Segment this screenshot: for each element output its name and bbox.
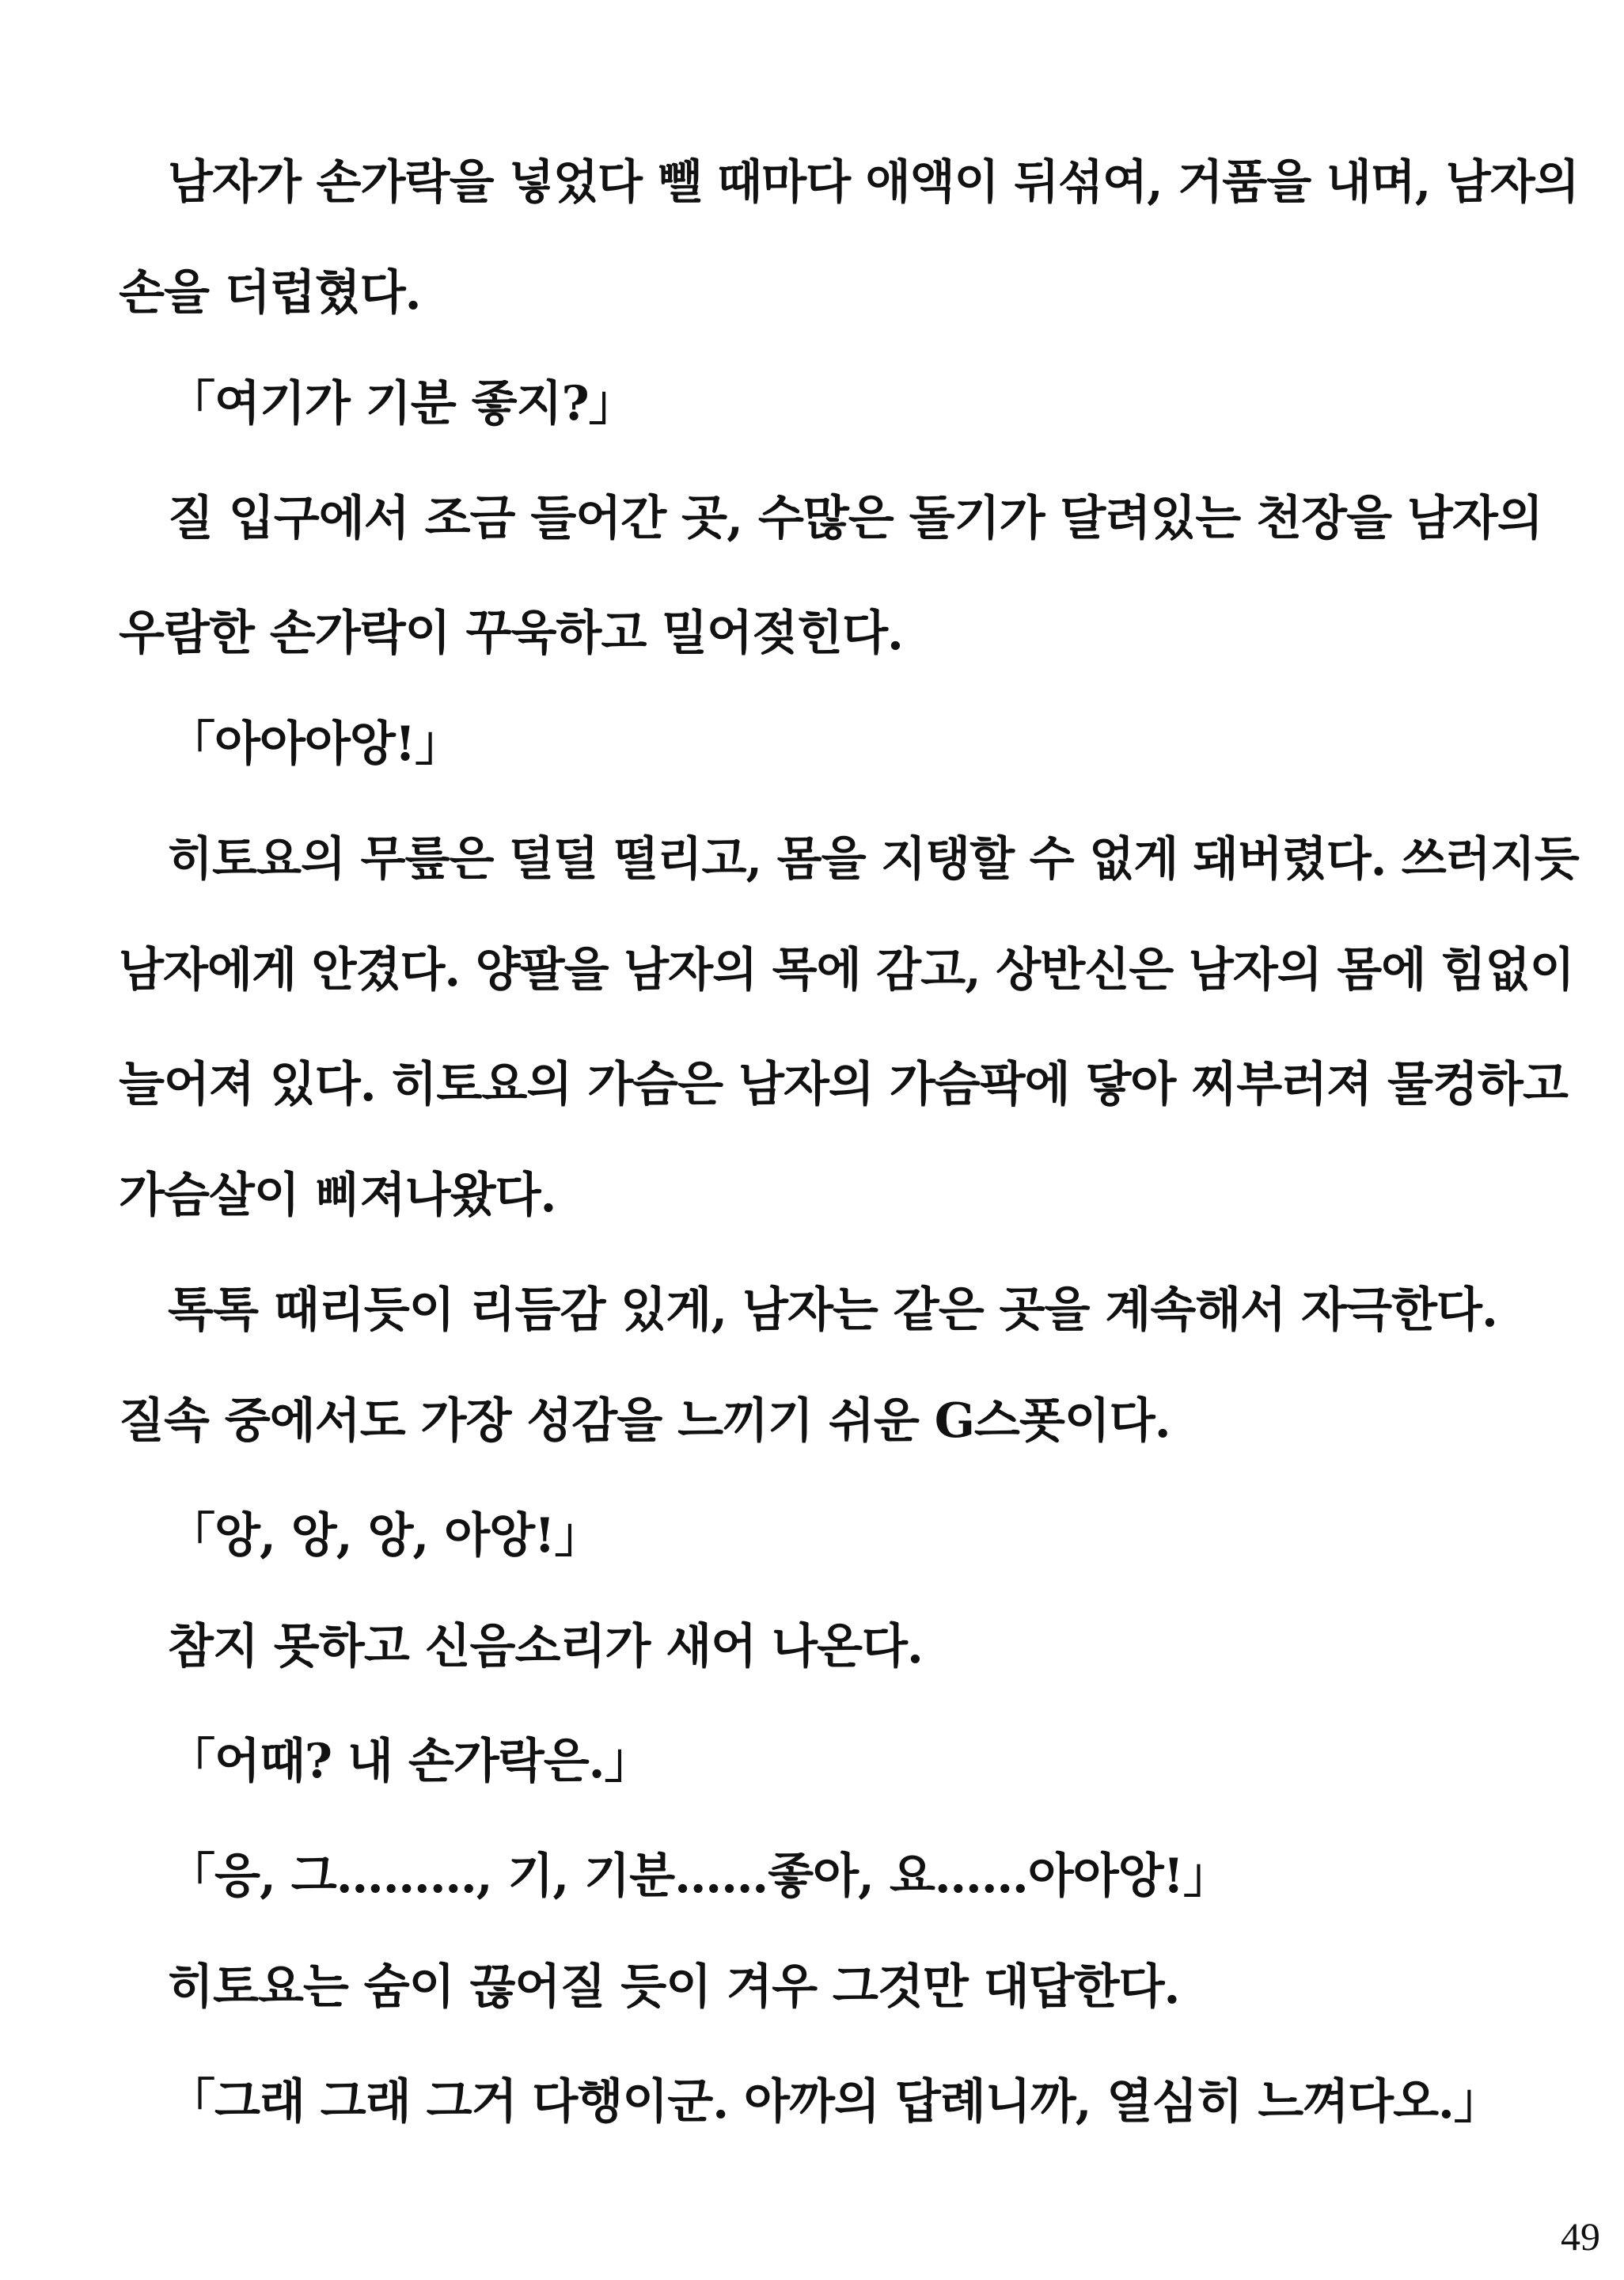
text-line: 참지 못하고 신음소리가 새어 나온다. [168,1619,923,1674]
dialogue-line: 「응, 그………, 기, 기분……좋아, 요……아아앙!」 [168,1849,1231,1904]
text-line: 늘어져 있다. 히토요의 가슴은 남자의 가슴팍에 닿아 찌부러져 물컹하고 [119,1057,1568,1112]
text-line: 남자에게 안겼다. 양팔을 남자의 목에 감고, 상반신은 남자의 몸에 힘없이 [119,942,1574,997]
text-line: 가슴살이 삐져나왔다. [119,1168,556,1223]
text-line: 톡톡 때리듯이 리듬감 있게, 남자는 같은 곳을 계속해서 자극한다. [168,1282,1497,1338]
dialogue-line: 「아아아앙!」 [168,716,462,772]
text-line: 질 입구에서 조금 들어간 곳, 수많은 돌기가 달려있는 천장을 남자의 [168,491,1542,546]
text-line: 질속 중에서도 가장 성감을 느끼기 쉬운 G스폿이다. [119,1393,1171,1449]
text-line: 히토요는 숨이 끊어질 듯이 겨우 그것만 대답한다. [168,1959,1180,2015]
text-line: 우람한 손가락이 꾸욱하고 밀어젖힌다. [119,606,903,661]
dialogue-line: 「여기가 기분 좋지?」 [168,376,636,431]
dialogue-line: 「어때? 내 손가락은.」 [168,1734,651,1789]
dialogue-line: 「앙, 앙, 앙, 아앙!」 [168,1508,601,1564]
text-line: 남자가 손가락을 넣었다 뺄 때마다 애액이 뒤섞여, 거품을 내며, 남자의 [168,154,1579,209]
dialogue-line: 「그래 그래 그거 다행이군. 아까의 답례니까, 열심히 느껴다오.」 [168,2074,1501,2130]
text-line: 히토요의 무릎은 덜덜 떨리고, 몸을 지탱할 수 없게 돼버렸다. 쓰러지듯 [168,831,1579,886]
page-number: 49 [1561,2214,1600,2259]
text-line: 손을 더럽혔다. [119,265,421,321]
